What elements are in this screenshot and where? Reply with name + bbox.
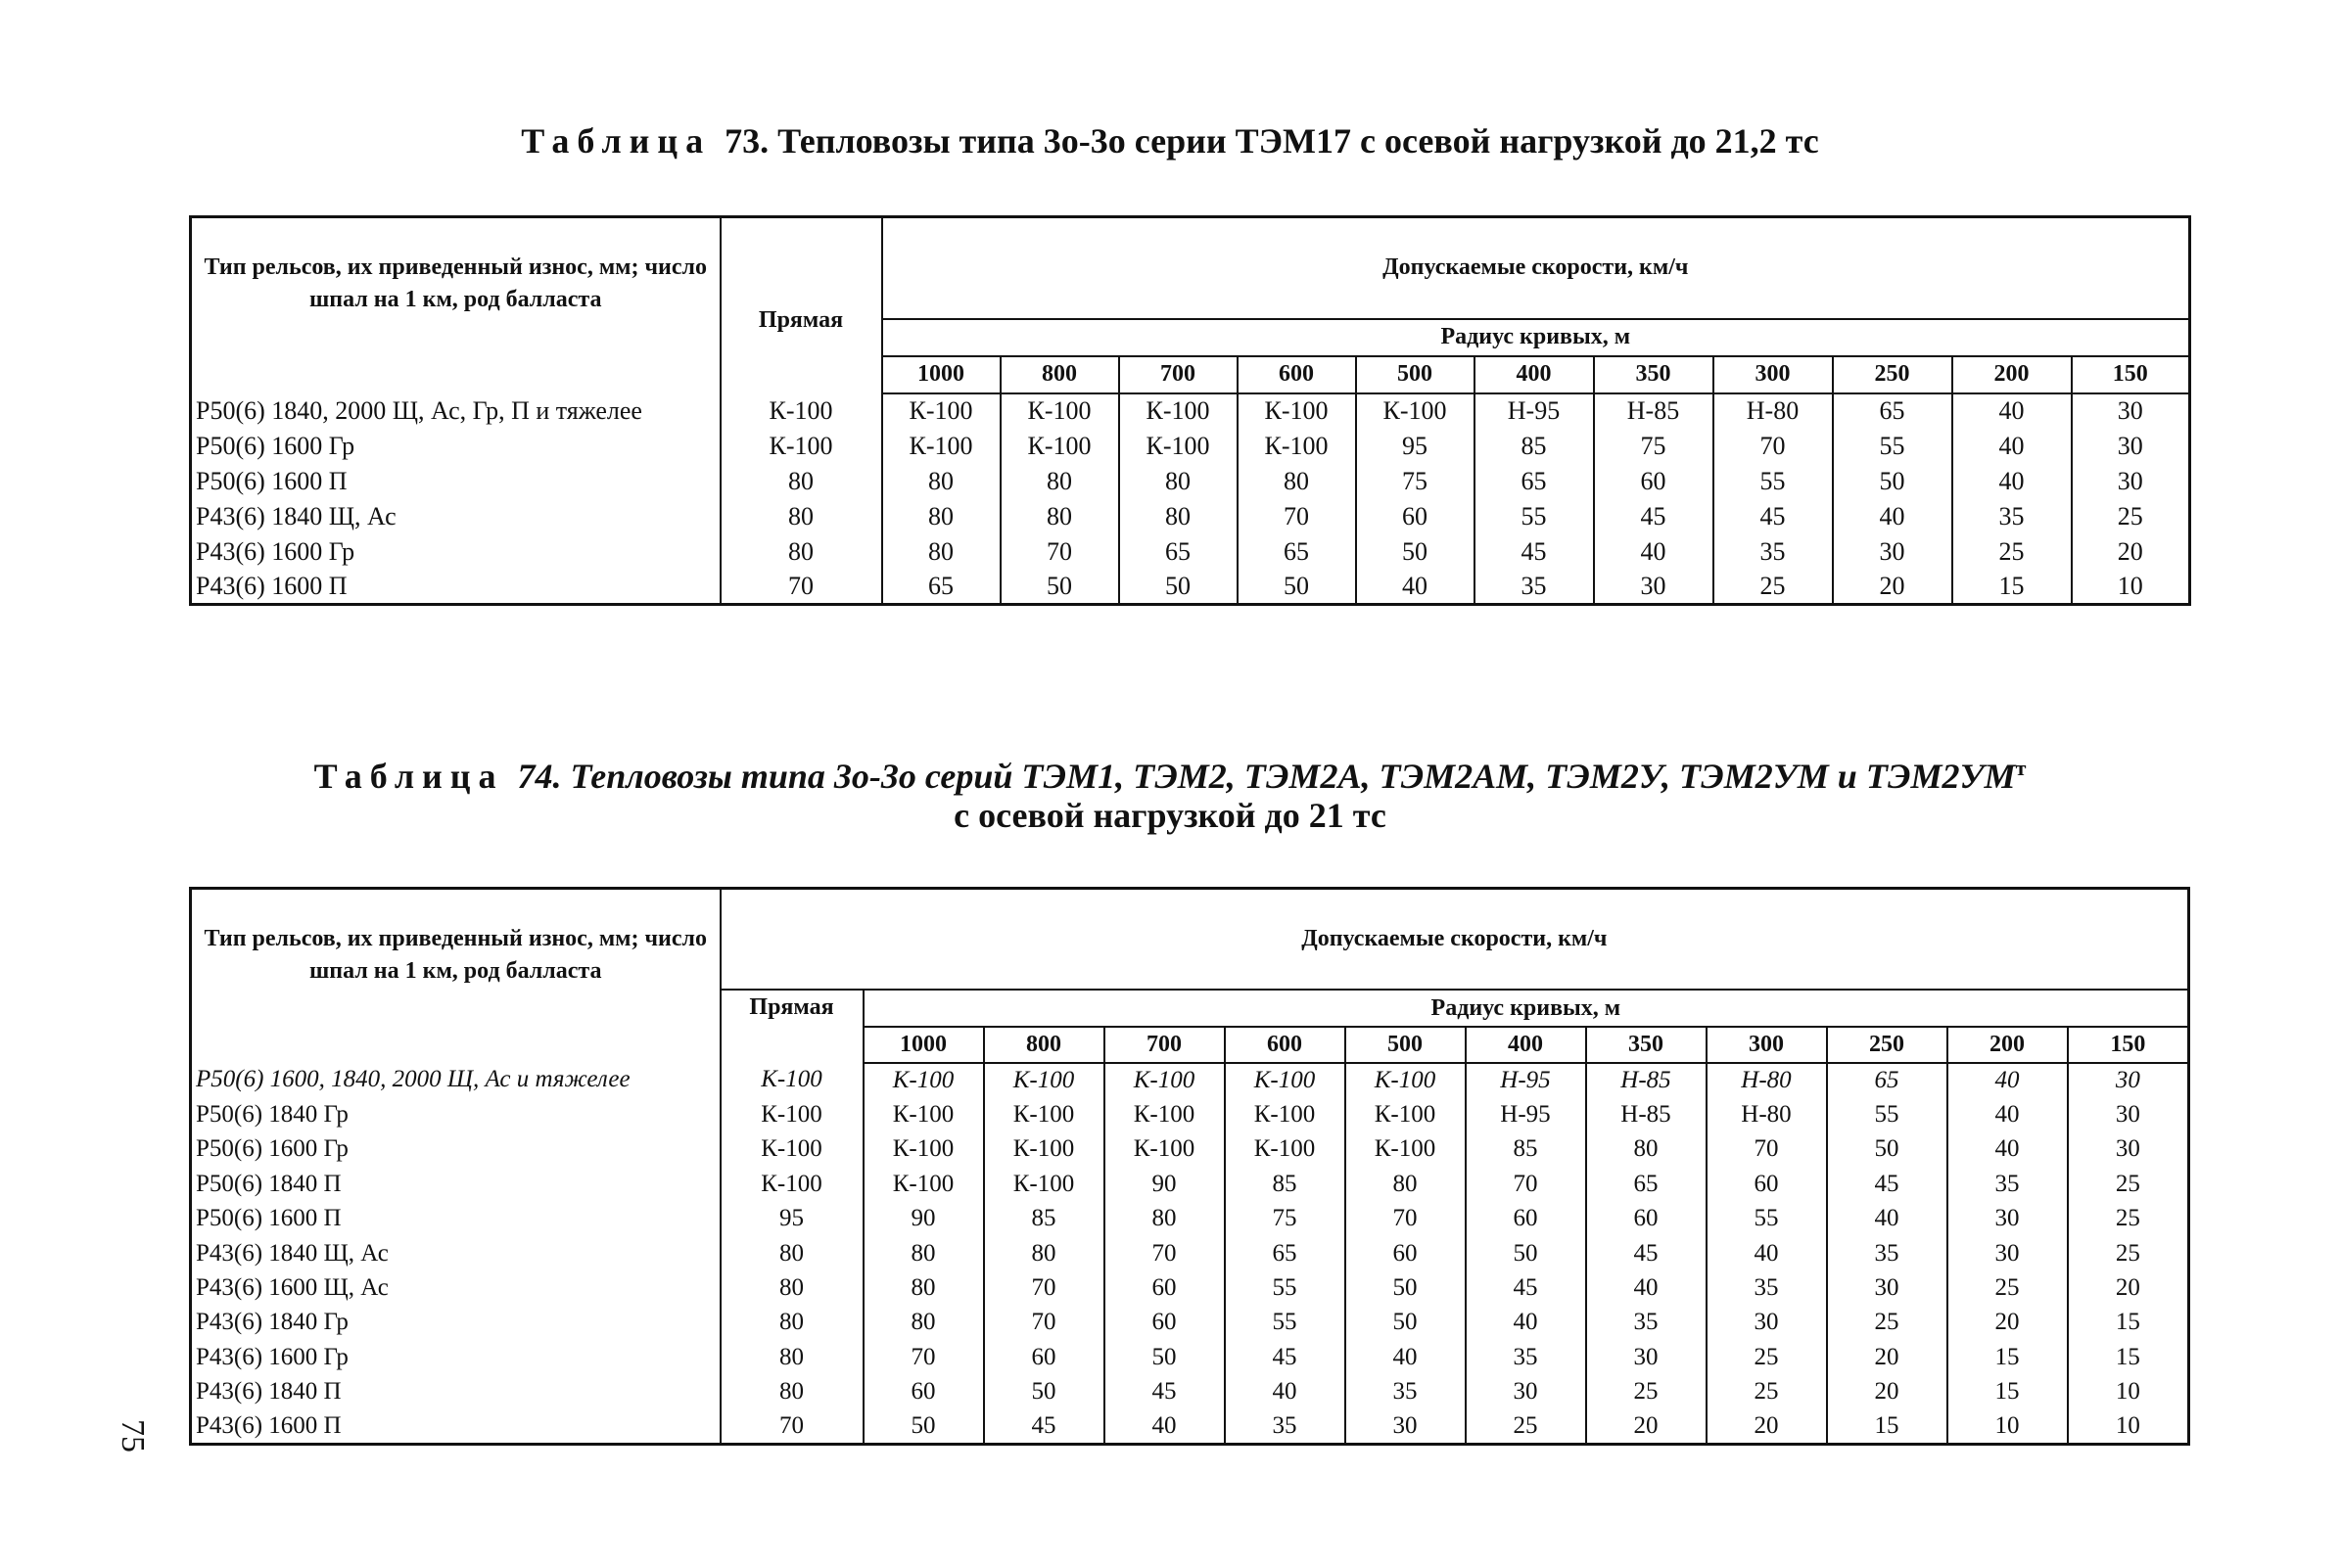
speed-cell: 60 — [1586, 1201, 1707, 1235]
speed-cell: 35 — [1707, 1270, 1827, 1305]
speed-cell: 65 — [1827, 1063, 1947, 1097]
speed-cell: Н-85 — [1586, 1063, 1707, 1097]
speed-cell: 45 — [1225, 1340, 1345, 1374]
straight-speed: 80 — [721, 1236, 864, 1270]
speed-cell: 40 — [1947, 1063, 2068, 1097]
speed-cell: 30 — [1827, 1270, 1947, 1305]
speed-cell: 40 — [1952, 464, 2072, 499]
speed-cell: 55 — [1474, 499, 1594, 534]
speed-cell: Н-80 — [1707, 1063, 1827, 1097]
speed-cell: 25 — [1466, 1409, 1586, 1444]
table-74-caption — [0, 749, 2340, 835]
speed-cell: 35 — [1345, 1375, 1466, 1409]
table-row — [191, 1097, 2189, 1131]
speed-cell: 50 — [1001, 570, 1119, 605]
speed-cell: 30 — [2072, 393, 2190, 429]
speed-cell: 80 — [882, 499, 1001, 534]
radius-header-400: 400 — [1466, 1027, 1586, 1062]
speed-cell: 65 — [1119, 534, 1238, 570]
speed-cell: 65 — [882, 570, 1001, 605]
speed-cell: К-100 — [984, 1097, 1104, 1131]
row-label: Р50(6) 1600 Гр — [191, 1132, 721, 1167]
table-row — [191, 1167, 2189, 1201]
speed-cell: 70 — [1001, 534, 1119, 570]
speed-cell: 40 — [1947, 1097, 2068, 1131]
speed-cell: 20 — [2072, 534, 2190, 570]
speed-cell: 40 — [1952, 429, 2072, 464]
caption-title: 73. Тепловозы типа 3о-3о серии ТЭМ17 с осевой нагрузкой до 21,2 тс — [725, 121, 1819, 161]
speed-cell: 50 — [1119, 570, 1238, 605]
table-row — [191, 1375, 2189, 1409]
speed-cell: К-100 — [1225, 1063, 1345, 1097]
speed-cell: 80 — [1586, 1132, 1707, 1167]
header-straight: Прямая — [721, 990, 864, 1063]
caption-title: 74. Тепловозы типа 3о-3о серий ТЭМ1, ТЭМ2, ТЭМ2А, ТЭМ2АМ, ТЭМ2У, ТЭМ2УМ и ТЭМ2УМ — [517, 757, 2016, 796]
speed-cell: К-100 — [1119, 393, 1238, 429]
speed-cell: 40 — [1707, 1236, 1827, 1270]
speed-cell: К-100 — [1238, 429, 1356, 464]
speed-cell: 40 — [1827, 1201, 1947, 1235]
speed-cell: 60 — [1594, 464, 1713, 499]
speed-cell: 40 — [1466, 1306, 1586, 1340]
speed-cell: К-100 — [984, 1063, 1104, 1097]
speed-cell: 80 — [882, 464, 1001, 499]
speed-cell: К-100 — [1104, 1097, 1225, 1131]
speed-cell: 80 — [864, 1270, 984, 1305]
header-straight: Прямая — [721, 217, 882, 393]
speed-cell: 80 — [882, 534, 1001, 570]
speed-cell: 45 — [1594, 499, 1713, 534]
table-row — [191, 393, 2190, 429]
speed-cell: 25 — [1947, 1270, 2068, 1305]
row-label: Р50(6) 1840 П — [191, 1167, 721, 1201]
speed-cell: 30 — [1466, 1375, 1586, 1409]
speed-cell: 80 — [984, 1236, 1104, 1270]
row-label: Р50(6) 1600 П — [191, 464, 721, 499]
speed-cell: 90 — [1104, 1167, 1225, 1201]
straight-speed: 70 — [721, 1409, 864, 1444]
speed-cell: 80 — [1104, 1201, 1225, 1235]
speed-cell: Н-95 — [1474, 393, 1594, 429]
speed-cell: 90 — [864, 1201, 984, 1235]
speed-cell: 80 — [1238, 464, 1356, 499]
straight-speed: К-100 — [721, 429, 882, 464]
straight-speed: 80 — [721, 534, 882, 570]
speed-cell: 70 — [1707, 1132, 1827, 1167]
table-row — [191, 1306, 2189, 1340]
speed-cell: 50 — [1238, 570, 1356, 605]
speed-cell: 25 — [1586, 1375, 1707, 1409]
speed-cell: 50 — [1466, 1236, 1586, 1270]
speed-cell: 20 — [1833, 570, 1952, 605]
speed-cell: 25 — [2068, 1201, 2189, 1235]
speed-cell: 40 — [1833, 499, 1952, 534]
radius-header-1000: 1000 — [864, 1027, 984, 1062]
speed-cell: 35 — [1947, 1167, 2068, 1201]
row-label: Р43(6) 1840 Щ, Ас — [191, 1236, 721, 1270]
speed-cell: 80 — [1119, 464, 1238, 499]
table-row — [191, 1340, 2189, 1374]
speed-cell: 95 — [1356, 429, 1474, 464]
speed-cell: 55 — [1225, 1306, 1345, 1340]
speed-cell: К-100 — [1345, 1097, 1466, 1131]
speed-cell: 20 — [1827, 1375, 1947, 1409]
speed-cell: 50 — [1356, 534, 1474, 570]
page-number: 75 — [115, 1419, 151, 1453]
speed-cell: 20 — [1707, 1409, 1827, 1444]
speed-cell: 35 — [1713, 534, 1833, 570]
speed-cell: 20 — [1586, 1409, 1707, 1444]
speed-cell: 15 — [1827, 1409, 1947, 1444]
speed-cell: 65 — [1833, 393, 1952, 429]
speed-cell: 15 — [2068, 1340, 2189, 1374]
speed-cell: 15 — [2068, 1306, 2189, 1340]
speed-cell: К-100 — [1119, 429, 1238, 464]
speed-cell: 45 — [984, 1409, 1104, 1444]
caption-line-2: с осевой нагрузкой до 21 тс — [954, 796, 1386, 835]
speed-cell: 25 — [1713, 570, 1833, 605]
speed-cell: 50 — [1827, 1132, 1947, 1167]
speed-cell: 60 — [1356, 499, 1474, 534]
table-row — [191, 429, 2190, 464]
speed-cell: К-100 — [1356, 393, 1474, 429]
radius-header-300: 300 — [1713, 356, 1833, 393]
table-row — [191, 534, 2190, 570]
speed-cell: 30 — [2072, 429, 2190, 464]
speed-cell: 70 — [864, 1340, 984, 1374]
caption-superscript: т — [2015, 756, 2027, 780]
speed-cell: 35 — [1466, 1340, 1586, 1374]
speed-cell: 40 — [1594, 534, 1713, 570]
row-label: Р43(6) 1600 Гр — [191, 534, 721, 570]
speed-cell: Н-85 — [1594, 393, 1713, 429]
speed-cell: 40 — [1952, 393, 2072, 429]
header-rail-type: Тип рельсов, их приведенный износ, мм; число шпал на 1 км, род балласта — [191, 889, 721, 1063]
speed-cell: Н-95 — [1466, 1097, 1586, 1131]
header-radius: Радиус кривых, м — [864, 990, 2189, 1027]
speed-cell: К-100 — [984, 1167, 1104, 1201]
speed-cell: 80 — [864, 1236, 984, 1270]
speed-cell: 40 — [1225, 1375, 1345, 1409]
straight-speed: 70 — [721, 570, 882, 605]
straight-speed: К-100 — [721, 1063, 864, 1097]
row-label: Р50(6) 1840 Гр — [191, 1097, 721, 1131]
speed-cell: 70 — [1104, 1236, 1225, 1270]
straight-speed: 80 — [721, 1306, 864, 1340]
speed-cell: 80 — [1345, 1167, 1466, 1201]
table-row — [191, 1063, 2189, 1097]
speed-cell: 75 — [1594, 429, 1713, 464]
speed-cell: 30 — [1594, 570, 1713, 605]
radius-header-350: 350 — [1594, 356, 1713, 393]
row-label: Р43(6) 1840 П — [191, 1375, 721, 1409]
speed-cell: К-100 — [882, 393, 1001, 429]
speed-cell: 80 — [1001, 499, 1119, 534]
speed-cell: 50 — [1345, 1270, 1466, 1305]
speed-cell: 15 — [1952, 570, 2072, 605]
radius-header-350: 350 — [1586, 1027, 1707, 1062]
speed-cell: 30 — [2068, 1097, 2189, 1131]
radius-header-400: 400 — [1474, 356, 1594, 393]
straight-speed: К-100 — [721, 393, 882, 429]
speed-cell: Н-85 — [1586, 1097, 1707, 1131]
speed-cell: 65 — [1238, 534, 1356, 570]
speed-cell: К-100 — [1225, 1132, 1345, 1167]
speed-cell: 65 — [1474, 464, 1594, 499]
speed-cell: К-100 — [1238, 393, 1356, 429]
speed-cell: 25 — [1827, 1306, 1947, 1340]
radius-header-150: 150 — [2072, 356, 2190, 393]
speed-cell: 75 — [1356, 464, 1474, 499]
radius-header-600: 600 — [1238, 356, 1356, 393]
speed-cell: 25 — [1707, 1375, 1827, 1409]
speed-cell: 65 — [1586, 1167, 1707, 1201]
row-label: Р50(6) 1600 П — [191, 1201, 721, 1235]
table-73-caption — [0, 121, 2340, 161]
speed-cell: 15 — [1947, 1340, 2068, 1374]
speed-cell: 50 — [864, 1409, 984, 1444]
speed-cell: 40 — [1356, 570, 1474, 605]
row-label: Р43(6) 1600 П — [191, 1409, 721, 1444]
speed-cell: 60 — [1345, 1236, 1466, 1270]
speed-cell: 70 — [1345, 1201, 1466, 1235]
row-label: Р50(6) 1600 Гр — [191, 429, 721, 464]
speed-cell: 30 — [2068, 1132, 2189, 1167]
row-label: Р43(6) 1840 Щ, Ас — [191, 499, 721, 534]
speed-cell: 25 — [1952, 534, 2072, 570]
radius-header-150: 150 — [2068, 1027, 2189, 1062]
speed-cell: 50 — [984, 1375, 1104, 1409]
radius-header-200: 200 — [1952, 356, 2072, 393]
speed-cell: 75 — [1225, 1201, 1345, 1235]
speed-cell: Н-80 — [1707, 1097, 1827, 1131]
speed-cell: 50 — [1104, 1340, 1225, 1374]
speed-cell: 45 — [1466, 1270, 1586, 1305]
speed-cell: 30 — [2068, 1063, 2189, 1097]
radius-header-800: 800 — [1001, 356, 1119, 393]
row-label: Р50(6) 1840, 2000 Щ, Ас, Гр, П и тяжелее — [191, 393, 721, 429]
speed-cell: 55 — [1833, 429, 1952, 464]
speed-cell: 30 — [1947, 1236, 2068, 1270]
table-row — [191, 1132, 2189, 1167]
table-73 — [189, 215, 2191, 606]
row-label: Р50(6) 1600, 1840, 2000 Щ, Ас и тяжелее — [191, 1063, 721, 1097]
speed-cell: 30 — [1707, 1306, 1827, 1340]
speed-cell: 15 — [1947, 1375, 2068, 1409]
speed-cell: 30 — [1833, 534, 1952, 570]
speed-cell: Н-95 — [1466, 1063, 1586, 1097]
radius-header-250: 250 — [1833, 356, 1952, 393]
straight-speed: 95 — [721, 1201, 864, 1235]
speed-cell: 30 — [1586, 1340, 1707, 1374]
table-row — [191, 1409, 2189, 1444]
speed-cell: 55 — [1713, 464, 1833, 499]
speed-cell: 35 — [1827, 1236, 1947, 1270]
header-radius: Радиус кривых, м — [882, 319, 2190, 356]
speed-cell: 25 — [2072, 499, 2190, 534]
speed-cell: 85 — [1466, 1132, 1586, 1167]
speed-cell: 55 — [1225, 1270, 1345, 1305]
speed-cell: 25 — [1707, 1340, 1827, 1374]
speed-cell: 25 — [2068, 1236, 2189, 1270]
caption-word: Таблица — [313, 757, 504, 796]
speed-cell: 80 — [1119, 499, 1238, 534]
radius-header-1000: 1000 — [882, 356, 1001, 393]
speed-cell: 20 — [1947, 1306, 2068, 1340]
speed-cell: 45 — [1474, 534, 1594, 570]
radius-header-250: 250 — [1827, 1027, 1947, 1062]
table-row — [191, 499, 2190, 534]
radius-header-700: 700 — [1104, 1027, 1225, 1062]
straight-speed: 80 — [721, 1270, 864, 1305]
table-row — [191, 1236, 2189, 1270]
straight-speed: 80 — [721, 1375, 864, 1409]
speed-cell: К-100 — [864, 1132, 984, 1167]
speed-cell: 40 — [1345, 1340, 1466, 1374]
straight-speed: К-100 — [721, 1167, 864, 1201]
speed-cell: 70 — [984, 1270, 1104, 1305]
speed-cell: К-100 — [1104, 1063, 1225, 1097]
table-row — [191, 1201, 2189, 1235]
speed-cell: 30 — [2072, 464, 2190, 499]
speed-cell: 35 — [1586, 1306, 1707, 1340]
caption-word: Таблица — [521, 121, 712, 161]
speed-cell: К-100 — [1001, 429, 1119, 464]
speed-cell: 40 — [1947, 1132, 2068, 1167]
table-row — [191, 1270, 2189, 1305]
row-label: Р43(6) 1600 П — [191, 570, 721, 605]
speed-cell: 85 — [984, 1201, 1104, 1235]
speed-cell: 60 — [984, 1340, 1104, 1374]
header-speeds: Допускаемые скорости, км/ч — [721, 889, 2189, 990]
speed-cell: 60 — [1104, 1270, 1225, 1305]
speed-cell: К-100 — [1225, 1097, 1345, 1131]
speed-cell: 30 — [1345, 1409, 1466, 1444]
straight-speed: 80 — [721, 1340, 864, 1374]
speed-cell: 45 — [1586, 1236, 1707, 1270]
speed-cell: 65 — [1225, 1236, 1345, 1270]
speed-cell: К-100 — [1345, 1063, 1466, 1097]
straight-speed: 80 — [721, 464, 882, 499]
speed-cell: 50 — [1833, 464, 1952, 499]
speed-cell: 85 — [1474, 429, 1594, 464]
speed-cell: 80 — [864, 1306, 984, 1340]
straight-speed: К-100 — [721, 1132, 864, 1167]
speed-cell: 10 — [2068, 1375, 2189, 1409]
radius-header-500: 500 — [1356, 356, 1474, 393]
speed-cell: 85 — [1225, 1167, 1345, 1201]
speed-cell: 60 — [1104, 1306, 1225, 1340]
straight-speed: 80 — [721, 499, 882, 534]
speed-cell: 20 — [1827, 1340, 1947, 1374]
table-row — [191, 570, 2190, 605]
speed-cell: 10 — [1947, 1409, 2068, 1444]
speed-cell: 40 — [1104, 1409, 1225, 1444]
speed-cell: 70 — [1466, 1167, 1586, 1201]
speed-cell: К-100 — [1001, 393, 1119, 429]
speed-cell: К-100 — [1345, 1132, 1466, 1167]
speed-cell: 45 — [1104, 1375, 1225, 1409]
speed-cell: 30 — [1947, 1201, 2068, 1235]
speed-cell: 10 — [2068, 1409, 2189, 1444]
header-speeds: Допускаемые скорости, км/ч — [882, 217, 2190, 319]
speed-cell: 40 — [1586, 1270, 1707, 1305]
row-label: Р43(6) 1840 Гр — [191, 1306, 721, 1340]
speed-cell: К-100 — [864, 1063, 984, 1097]
speed-cell: 10 — [2072, 570, 2190, 605]
radius-header-200: 200 — [1947, 1027, 2068, 1062]
speed-cell: 45 — [1713, 499, 1833, 534]
speed-cell: 35 — [1225, 1409, 1345, 1444]
speed-cell: 70 — [984, 1306, 1104, 1340]
header-rail-type: Тип рельсов, их приведенный износ, мм; число шпал на 1 км, род балласта — [191, 217, 721, 393]
speed-cell: 55 — [1707, 1201, 1827, 1235]
speed-cell: 80 — [1001, 464, 1119, 499]
speed-cell: К-100 — [864, 1167, 984, 1201]
speed-cell: 25 — [2068, 1167, 2189, 1201]
straight-speed: К-100 — [721, 1097, 864, 1131]
speed-cell: 60 — [864, 1375, 984, 1409]
speed-cell: 60 — [1466, 1201, 1586, 1235]
radius-header-300: 300 — [1707, 1027, 1827, 1062]
row-label: Р43(6) 1600 Гр — [191, 1340, 721, 1374]
table-74 — [189, 887, 2190, 1446]
speed-cell: К-100 — [984, 1132, 1104, 1167]
speed-cell: 50 — [1345, 1306, 1466, 1340]
speed-cell: 60 — [1707, 1167, 1827, 1201]
speed-cell: К-100 — [882, 429, 1001, 464]
speed-cell: 70 — [1713, 429, 1833, 464]
speed-cell: К-100 — [1104, 1132, 1225, 1167]
speed-cell: 20 — [2068, 1270, 2189, 1305]
speed-cell: Н-80 — [1713, 393, 1833, 429]
speed-cell: 70 — [1238, 499, 1356, 534]
table-row — [191, 464, 2190, 499]
radius-header-500: 500 — [1345, 1027, 1466, 1062]
row-label: Р43(6) 1600 Щ, Ас — [191, 1270, 721, 1305]
radius-header-600: 600 — [1225, 1027, 1345, 1062]
speed-cell: 35 — [1474, 570, 1594, 605]
radius-header-700: 700 — [1119, 356, 1238, 393]
speed-cell: К-100 — [864, 1097, 984, 1131]
radius-header-800: 800 — [984, 1027, 1104, 1062]
speed-cell: 45 — [1827, 1167, 1947, 1201]
speed-cell: 35 — [1952, 499, 2072, 534]
speed-cell: 55 — [1827, 1097, 1947, 1131]
